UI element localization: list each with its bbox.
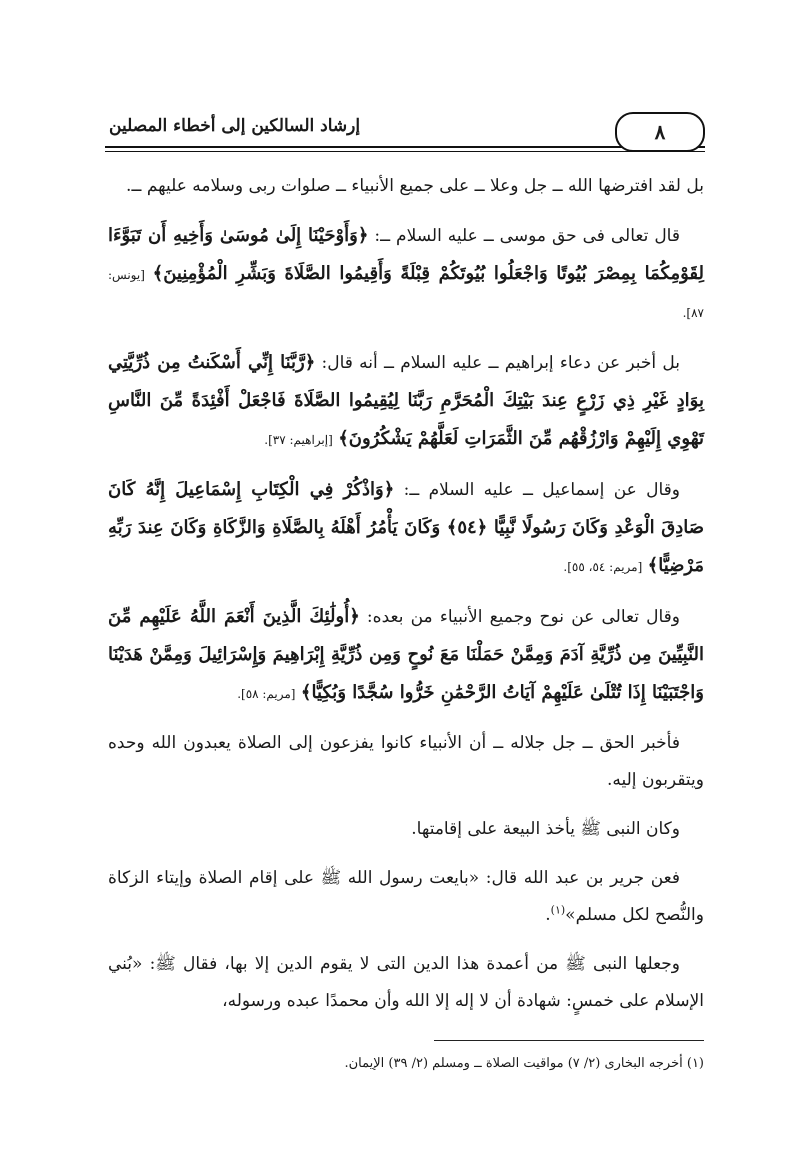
paragraph-2: قال تعالى فى حق موسى ــ عليه السلام ــ: ﴿وَأَوْحَيْنَا إِلَىٰ مُوسَىٰ وَأَخِيهِ أَن تَبَوَّءَا لِقَوْمِكُمَا بِمِصْرَ بُيُوتًا وَاجْعَلُوا بُيُوتَكُمْ قِبْلَةً وَأَقِيمُوا الصَّلَاةَ وَبَشِّرِ الْمُؤْمِنِينَ﴾ [يونس: ٨٧].: [108, 225, 705, 320]
verse-reference: [مريم: ٥٤، ٥٥].: [563, 560, 643, 574]
quran-verse: ﴿رَّبَّنَا إِنِّي أَسْكَنتُ مِن ذُرِّيَّتِي بِوَادٍ غَيْرِ ذِي زَرْعٍ عِندَ بَيْتِكَ الْمُحَرَّمِ رَبَّنَا لِيُقِيمُوا الصَّلَاةَ فَاجْعَلْ أَفْئِدَةً مِّنَ النَّاسِ تَهْوِي إِلَيْهِمْ وَارْزُقْهُم مِّنَ الثَّمَرَاتِ لَعَلَّهُمْ يَشْكُرُونَ﴾: [108, 352, 704, 449]
quran-verse: ﴿وَاذْكُرْ فِي الْكِتَابِ إِسْمَاعِيلَ إِنَّهُ كَانَ صَادِقَ الْوَعْدِ وَكَانَ رَسُولًا نَّبِيًّا ﴿٥٤﴾ وَكَانَ يَأْمُرُ أَهْلَهُ بِالصَّلَاةِ وَالزَّكَاةِ وَكَانَ عِندَ رَبِّهِ مَرْضِيًّا﴾: [108, 479, 704, 576]
body-text: [108, 168, 704, 1032]
book-title: إرشاد السالكين إلى أخطاء المصلين: [105, 116, 513, 136]
verse-reference: [مريم: ٥٨].: [237, 687, 296, 701]
quran-verse: ﴿وَأَوْحَيْنَا إِلَىٰ مُوسَىٰ وَأَخِيهِ أَن تَبَوَّءَا لِقَوْمِكُمَا بِمِصْرَ بُيُوتًا وَاجْعَلُوا بُيُوتَكُمْ قِبْلَةً وَأَقِيمُوا الصَّلَاةَ وَبَشِّرِ الْمُؤْمِنِينَ﴾: [108, 225, 705, 284]
paragraph-7: وكان النبى ﷺ يأخذ البيعة على إقامتها.: [411, 819, 680, 839]
page-number: ٨: [615, 112, 705, 152]
verse-reference: [يونس: ٨٧].: [108, 268, 704, 320]
paragraph-4: وقال عن إسماعيل ــ عليه السلام ــ: ﴿وَاذْكُرْ فِي الْكِتَابِ إِسْمَاعِيلَ إِنَّهُ كَانَ صَادِقَ الْوَعْدِ وَكَانَ رَسُولًا نَّبِيًّا ﴿٥٤﴾ وَكَانَ يَأْمُرُ أَهْلَهُ بِالصَّلَاةِ وَالزَّكَاةِ وَكَانَ عِندَ رَبِّهِ مَرْضِيًّا﴾ [مريم: ٥٤، ٥٥].: [108, 479, 704, 576]
footnote: (١) أخرجه البخارى (٢/ ٧) مواقيت الصلاة ــ ومسلم (٢/ ٣٩) الإيمان.: [344, 1056, 704, 1071]
paragraph-5: وقال تعالى عن نوح وجميع الأنبياء من بعده: ﴿أُولَٰئِكَ الَّذِينَ أَنْعَمَ اللَّهُ عَلَيْهِم مِّنَ النَّبِيِّينَ مِن ذُرِّيَّةِ آدَمَ وَمِمَّنْ حَمَلْنَا مَعَ نُوحٍ وَمِن ذُرِّيَّةِ إِبْرَاهِيمَ وَإِسْرَائِيلَ وَمِمَّنْ هَدَيْنَا وَاجْتَبَيْنَا إِذَا تُتْلَىٰ عَلَيْهِمْ آيَاتُ الرَّحْمَٰنِ خَرُّوا سُجَّدًا وَبُكِيًّا﴾ [مريم: ٥٨].: [108, 606, 705, 703]
footnote-divider: [434, 1040, 704, 1041]
paragraph-3: بل أخبر عن دعاء إبراهيم ــ عليه السلام ــ أنه قال: ﴿رَّبَّنَا إِنِّي أَسْكَنتُ مِن ذُرِّيَّتِي بِوَادٍ غَيْرِ ذِي زَرْعٍ عِندَ بَيْتِكَ الْمُحَرَّمِ رَبَّنَا لِيُقِيمُوا الصَّلَاةَ فَاجْعَلْ أَفْئِدَةً مِّنَ النَّاسِ تَهْوِي إِلَيْهِمْ وَارْزُقْهُم مِّنَ الثَّمَرَاتِ لَعَلَّهُمْ يَشْكُرُونَ﴾ [إبراهيم: ٣٧].: [108, 352, 704, 449]
paragraph-8: فعن جرير بن عبد الله قال: «بايعت رسول الله ﷺ على إقام الصلاة وإيتاء الزكاة والنُّصح لكل مسلم»$^{(١)}$.: [108, 868, 704, 925]
paragraph-1: بل لقد افترضها الله ــ جل وعلا ــ على جميع الأنبياء ــ صلوات ربى وسلامه عليهم ــ.: [126, 176, 704, 196]
verse-reference: [إبراهيم: ٣٧].: [264, 433, 333, 447]
paragraph-6: فأخبر الحق ــ جل جلاله ــ أن الأنبياء كانوا يفزعون إلى الصلاة يعبدون الله وحده ويتقربون إليه.: [108, 733, 704, 790]
paragraph-9: وجعلها النبى ﷺ من أعمدة هذا الدين التى لا يقوم الدين إلا بها، فقال ﷺ: «بُني الإسلام على خمسٍ: شهادة أن لا إله إلا الله وأن محمدًا عبده ورسوله،: [108, 954, 704, 1011]
footnote-marker[interactable]: (١): [550, 903, 566, 917]
quran-verse: ﴿أُولَٰئِكَ الَّذِينَ أَنْعَمَ اللَّهُ عَلَيْهِم مِّنَ النَّبِيِّينَ مِن ذُرِّيَّةِ آدَمَ وَمِمَّنْ حَمَلْنَا مَعَ نُوحٍ وَمِن ذُرِّيَّةِ إِبْرَاهِيمَ وَإِسْرَائِيلَ وَمِمَّنْ هَدَيْنَا وَاجْتَبَيْنَا إِذَا تُتْلَىٰ عَلَيْهِمْ آيَاتُ الرَّحْمَٰنِ خَرُّوا سُجَّدًا وَبُكِيًّا﴾: [108, 606, 705, 703]
header-rule: [105, 146, 705, 152]
page-header: [105, 108, 705, 156]
